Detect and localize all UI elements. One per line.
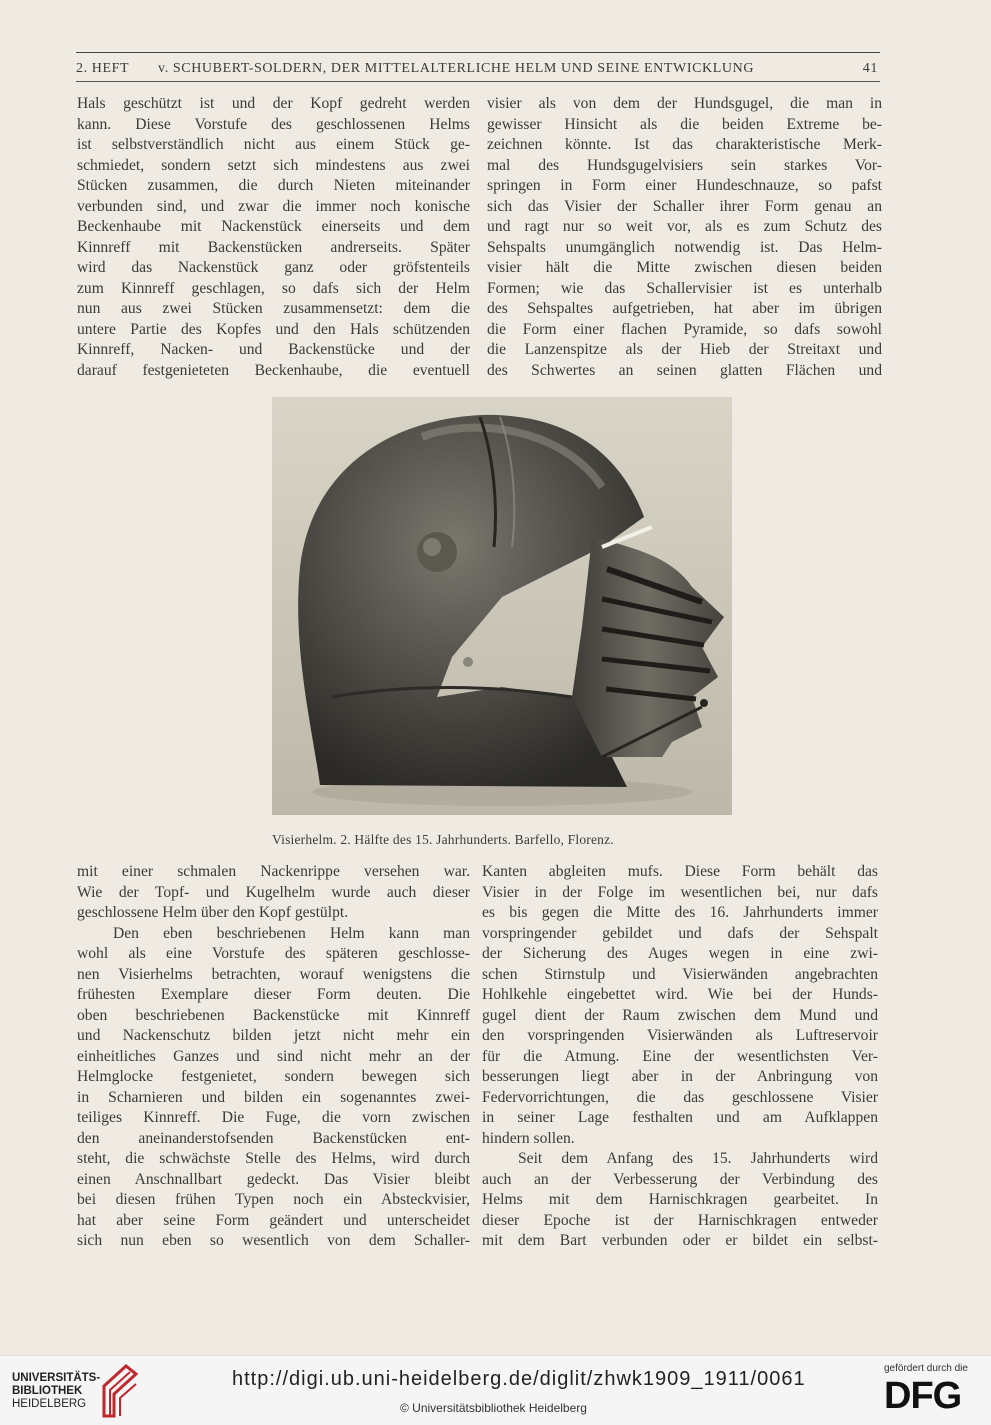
text-line: frühesten Exemplare dieser Form deuten. Die [77, 986, 470, 1003]
text-line: Visier in der Folge im wesentlichen bei, nur dafs [482, 883, 878, 901]
text-line: Beckenhaube mit Nackenstück einerseits und dem [77, 218, 470, 235]
text-line: teiliges Kinnreff. Die Fuge, die vorn zwischen [77, 1109, 470, 1126]
ub-heidelberg-logo-icon [100, 1362, 140, 1418]
text-line: einen Anschnallbart gedeckt. Das Visier bleibt [77, 1170, 470, 1188]
text-line: nen Visierhelms betrachten, worauf wenigstens die [77, 965, 470, 983]
text-column-top-left [77, 94, 470, 381]
text-line: des Sehspaltes aufgetrieben, hat aber im übrigen [487, 300, 882, 317]
text-line: Kanten abgleiten mufs. Diese Form behält das [482, 863, 878, 880]
library-name-line: HEIDELBERG [12, 1398, 87, 1410]
text-line: mit dem Bart verbunden oder er bildet ein selbst- [482, 1232, 878, 1249]
text-line: und ragt nur so weit vor, als es zum Schutz des [487, 218, 882, 235]
text-line: kann. Diese Vorstufe des geschlossenen Helms [77, 115, 470, 133]
text-line: nun aus zwei Stücken zusammensetzt: dem die [77, 300, 470, 317]
text-line: der Sicherung des Auges wegen in eine zwi- [482, 945, 878, 962]
text-line: geschlossene Helm über den Kopf gestülpt. [77, 904, 349, 921]
text-line: es bis gegen die Mitte des 16. Jahrhunderts immer [482, 904, 878, 921]
text-line: visier als von dem der Hundsgugel, die man in [487, 95, 882, 112]
text-line: Sehspalts unumgänglich notwendig ist. Das Helm- [487, 238, 882, 256]
text-line: Formen; wie das Schallervisier ist es unterhalb [487, 279, 882, 297]
text-line: bei diesen frühen Typen noch ein Absteckvisier, [77, 1191, 470, 1208]
text-line: sich nun eben so wesentlich von dem Schaller- [77, 1232, 470, 1249]
text-line: Den eben beschriebenen Helm kann man [113, 924, 470, 942]
text-line: den vorspringenden Visierwänden als Luftreservoir [482, 1027, 878, 1044]
library-name [12, 1372, 100, 1411]
issue-number: 2. HEFT [76, 61, 130, 76]
text-line: steht, die schwächste Stelle des Helms, wird durch [77, 1150, 470, 1167]
text-line: in Scharnieren und bilden ein sogenanntes zwei- [77, 1088, 470, 1106]
text-line: springen in Form einer Hundeschnauze, so pafst [487, 177, 882, 194]
dfg-logo-icon: DFG [884, 1375, 962, 1417]
text-line: visier hält die Mitte zwischen diesen beiden [487, 259, 882, 276]
text-line: die Lanzenspitze als der Hieb der Streitaxt und [487, 341, 882, 358]
text-line: einheitliches Ganzes und sind nicht mehr an der [77, 1047, 470, 1065]
running-title: v. SCHUBERT-SOLDERN, DER MITTELALTERLICHE HELM UND SEINE ENTWICKLUNG [158, 61, 755, 76]
text-line: dieser Epoche ist der Harnischkragen entweder [482, 1211, 878, 1229]
text-line: die Form einer flachen Pyramide, so dafs sowohl [487, 320, 882, 338]
helmet-illustration [272, 397, 732, 815]
running-header [76, 52, 880, 82]
text-line: oben beschriebenen Backenstücke mit Kinnreff [77, 1006, 470, 1024]
text-line: sich das Visier der Schaller ihrer Form genau an [487, 197, 882, 215]
text-line: für die Atmung. Eine der wesentlichsten Ver- [482, 1047, 878, 1065]
footer-bar [0, 1355, 991, 1425]
text-line: darauf festgenieteten Beckenhaube, die eventuell [77, 361, 470, 379]
text-line: hat aber seine Form geändert und unterscheidet [77, 1211, 470, 1229]
text-column-bottom-left [77, 862, 470, 1252]
text-line: zeichnen könnte. Ist das charakteristische Merk- [487, 136, 882, 153]
text-line: Federvorrichtungen, die das geschlossene Visier [482, 1088, 878, 1106]
text-line: Helmglocke festgenietet, sondern bewegen sich [77, 1068, 470, 1085]
text-line: gewisser Hinsicht als die beiden Extreme be- [487, 115, 882, 133]
text-line: mal des Hundsgugelvisiers sein starkes Vor- [487, 156, 882, 174]
text-line: zum Kinnreff geschlagen, so dafs sich der Helm [77, 279, 470, 297]
text-line: Hals geschützt ist und der Kopf gedreht werden [77, 95, 470, 112]
text-line: Kinnreff, Nacken- und Backenstücke und der [77, 341, 470, 358]
text-line: verbunden sind, und zwar die immer noch konische [77, 197, 470, 215]
text-line: vorspringender gebildet und dafs der Sehspalt [482, 924, 878, 942]
text-line: schmiedet, sondern setzt sich mindestens aus zwei [77, 156, 470, 174]
copyright-notice: © Universitätsbibliothek Heidelberg [400, 1401, 587, 1415]
text-line: auch an der Verbesserung der Verbindung des [482, 1170, 878, 1188]
text-line: wird das Nackenstück ganz oder gröfstenteils [77, 259, 470, 276]
text-line: gugel dient der Raum zwischen dem Mund und [482, 1006, 878, 1024]
text-line: Stücken zusammen, die durch Nieten miteinander [77, 177, 470, 194]
text-line: den aneinanderstofsenden Backenstücken ent- [77, 1129, 470, 1147]
text-column-bottom-right [482, 862, 878, 1252]
text-line: untere Partie des Kopfes und den Hals schützenden [77, 320, 470, 338]
text-column-top-right [487, 94, 882, 381]
text-line: schen Stirnstulp und Visierwänden angebrachten [482, 965, 878, 983]
funder-note: gefördert durch die [884, 1363, 968, 1374]
text-line: wohl als eine Vorstufe des späteren geschlosse- [77, 945, 470, 962]
helmet-plate [272, 397, 732, 815]
text-line: in seiner Lage festhalten und am Aufklappen [482, 1109, 878, 1126]
text-line: und Nackenschutz bilden jetzt nicht mehr ein [77, 1027, 470, 1044]
text-line: Helms mit dem Harnischkragen gearbeitet. In [482, 1191, 878, 1208]
permalink-url[interactable]: http://digi.ub.uni-heidelberg.de/diglit/zhwk1909_1911/0061 [232, 1368, 806, 1390]
text-line: Hohlkehle eingebettet wird. Wie bei der Hunds- [482, 986, 878, 1003]
text-line: des Schwertes an seinen glatten Flächen und [487, 361, 882, 379]
figure-caption: Visierhelm. 2. Hälfte des 15. Jahrhunderts. Barfello, Florenz. [272, 832, 614, 847]
text-line: mit einer schmalen Nackenrippe versehen war. [77, 863, 470, 880]
page-number: 41 [862, 61, 878, 76]
library-name-line: BIBLIOTHEK [12, 1385, 83, 1397]
text-line: hindern sollen. [482, 1129, 575, 1147]
text-line: ist selbstverständlich nicht aus einem Stück ge- [77, 136, 470, 153]
text-line: Wie der Topf- und Kugelhelm wurde auch dieser [77, 883, 470, 901]
text-line: besserungen liegt aber in der Anbringung von [482, 1068, 878, 1085]
library-name-line: UNIVERSITÄTS- [12, 1372, 101, 1384]
text-line: Kinnreff mit Backenstücken andrerseits. Später [77, 238, 470, 256]
text-line: Seit dem Anfang des 15. Jahrhunderts wird [518, 1150, 878, 1167]
